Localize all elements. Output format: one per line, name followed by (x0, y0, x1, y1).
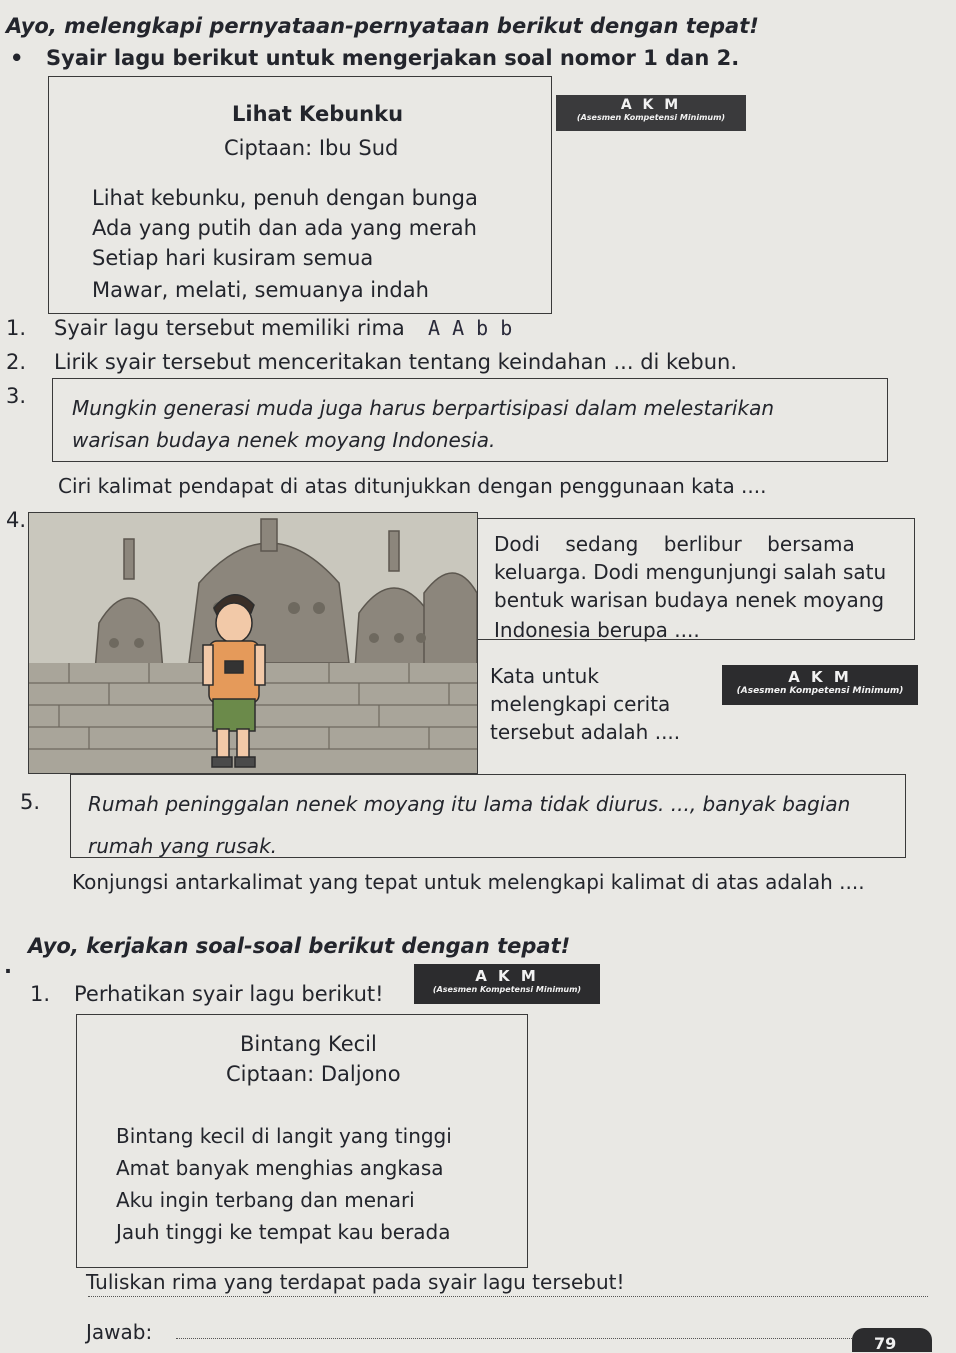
question-number: 3. (6, 384, 27, 408)
poem-author: Ciptaan: Ibu Sud (224, 136, 399, 160)
section-a-heading: Ayo, melengkapi pernyataan-pernyataan berikut dengan tepat! (6, 14, 759, 38)
question-text: Kata untuk (490, 664, 599, 688)
page-number: 79 (874, 1334, 897, 1353)
instruction-text: Tuliskan rima yang terdapat pada syair lagu tersebut! (86, 1270, 625, 1294)
answer-label: Jawab: (86, 1320, 153, 1344)
akm-badge: A K M (Asesmen Kompetensi Minimum) (556, 95, 746, 131)
section-b-heading: Ayo, kerjakan soal-soal berikut dengan tepat! (28, 934, 571, 958)
answer-line (176, 1338, 876, 1339)
bullet: • (10, 46, 24, 70)
answer-line (88, 1296, 928, 1297)
question-number: 5. (20, 790, 41, 814)
poem-line: Amat banyak menghias angkasa (116, 1156, 444, 1180)
question-text: Syair lagu tersebut memiliki rima (54, 316, 405, 340)
poem-line: Ada yang putih dan ada yang merah (92, 216, 477, 240)
bullet: . (4, 954, 12, 978)
akm-badge: A K M (Asesmen Kompetensi Minimum) (722, 665, 918, 705)
question-text: Konjungsi antarkalimat yang tepat untuk melengkapi kalimat di atas adalah .... (72, 870, 865, 894)
quote-text: Rumah peninggalan nenek moyang itu lama tidak diurus. ..., banyak bagian (88, 792, 851, 816)
question-text: Lirik syair tersebut menceritakan tentang keindahan ... di kebun. (54, 350, 738, 374)
question-number: 2. (6, 350, 27, 374)
question-number: 4. (6, 508, 27, 532)
handwritten-answer: A A b b (428, 316, 513, 340)
quote-text: warisan budaya nenek moyang Indonesia. (72, 428, 496, 452)
akm-badge: A K M (Asesmen Kompetensi Minimum) (414, 964, 600, 1004)
poem-line: Jauh tinggi ke tempat kau berada (116, 1220, 451, 1244)
story-text: keluarga. Dodi mengunjungi salah satu (494, 560, 887, 584)
story-text: Dodi sedang berlibur bersama (494, 532, 855, 556)
poem-title: Lihat Kebunku (232, 102, 404, 126)
question-number: 1. (30, 982, 51, 1006)
poem-line: Lihat kebunku, penuh dengan bunga (92, 186, 478, 210)
section-a-intro: Syair lagu berikut untuk mengerjakan soal nomor 1 dan 2. (46, 46, 740, 70)
quote-text: rumah yang rusak. (88, 834, 278, 858)
question-text: Ciri kalimat pendapat di atas ditunjukkan dengan penggunaan kata .... (58, 474, 767, 498)
poem-author: Ciptaan: Daljono (226, 1062, 401, 1086)
story-text: bentuk warisan budaya nenek moyang (494, 588, 885, 612)
poem-title: Bintang Kecil (240, 1032, 377, 1056)
question-text: Perhatikan syair lagu berikut! (74, 982, 384, 1006)
question-text: melengkapi cerita (490, 692, 671, 716)
poem-line: Bintang kecil di langit yang tinggi (116, 1124, 452, 1148)
story-text: Indonesia berupa .... (494, 618, 700, 642)
poem-line: Aku ingin terbang dan menari (116, 1188, 415, 1212)
quote-text: Mungkin generasi muda juga harus berpartisipasi dalam melestarikan (72, 396, 775, 420)
poem-line: Mawar, melati, semuanya indah (92, 278, 429, 302)
illustration-borobudur (28, 512, 478, 774)
question-number: 1. (6, 316, 27, 340)
poem-line: Setiap hari kusiram semua (92, 246, 374, 270)
question-text: tersebut adalah .... (490, 720, 681, 744)
